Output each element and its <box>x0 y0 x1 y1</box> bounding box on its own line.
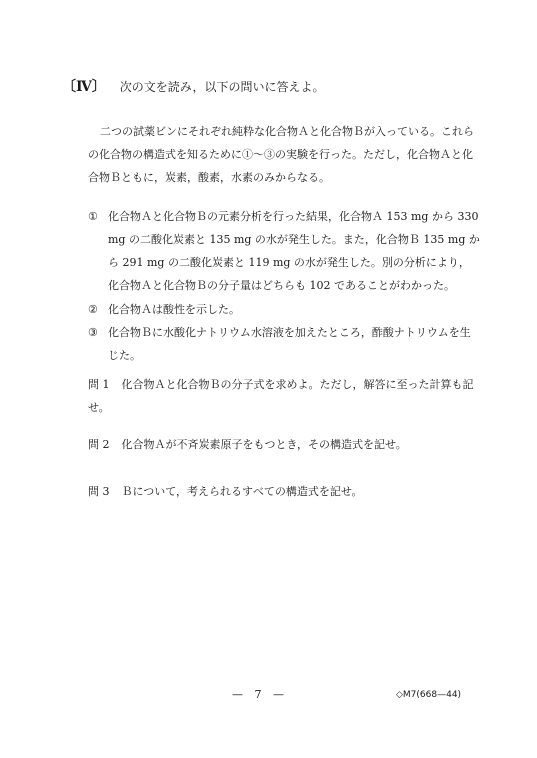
experiment-item-3 <box>88 321 480 367</box>
question-label-2: 問 2 <box>88 438 110 451</box>
exam-code: ◇M7(668—44) <box>396 690 462 700</box>
experiment-mark-3: ③ <box>88 326 98 339</box>
experiment-item-1 <box>88 205 480 297</box>
question-3 <box>88 480 480 503</box>
question-text-1: 化合物Ａと化合物Ｂの分子式を求めよ。ただし，解答に至った計算も記せ。 <box>88 378 474 414</box>
question-1 <box>88 373 480 419</box>
page-number: — 7 — <box>232 688 288 701</box>
section-number: 〔Ⅳ〕 <box>62 79 106 95</box>
section-instruction: 次の文を読み，以下の問いに答えよ。 <box>119 80 325 94</box>
experiment-item-2 <box>88 298 480 321</box>
section-heading <box>62 76 324 96</box>
question-2 <box>88 433 480 456</box>
experiment-text-2: 化合物Ａは酸性を示した。 <box>108 303 240 316</box>
question-text-3: Ｂについて，考えられるすべての構造式を記せ。 <box>121 485 363 498</box>
intro-paragraph: 二つの試薬ビンにそれぞれ純粋な化合物Ａと化合物Ｂが入っている。これらの化合物の構造式を知るために①～③の実験を行った。ただし，化合物Ａと化合物Ｂともに，炭素，酸素，水素のみからなる。 <box>88 125 474 184</box>
experiment-mark-1: ① <box>88 210 98 223</box>
question-label-1: 問 1 <box>88 378 110 391</box>
question-text-2: 化合物Ａが不斉炭素原子をもつとき，その構造式を記せ。 <box>121 438 407 451</box>
question-label-3: 問 3 <box>88 485 110 498</box>
experiment-text-3: 化合物Ｂに水酸化ナトリウム水溶液を加えたところ，酢酸ナトリウムを生じた。 <box>108 326 471 362</box>
experiment-text-1: 化合物Ａと化合物Ｂの元素分析を行った結果，化合物Ａ 153 mg から 330 mg の二酸化炭素と 135 mg の水が発生した。また，化合物Ｂ 135 mg から 291 mg の二酸化炭素と 119 mg の水が発生した。別の分析により，化合物Ａと化合物Ｂの分子量はどちらも 102 であることがわかった。 <box>108 210 480 292</box>
experiment-mark-2: ② <box>88 303 98 316</box>
